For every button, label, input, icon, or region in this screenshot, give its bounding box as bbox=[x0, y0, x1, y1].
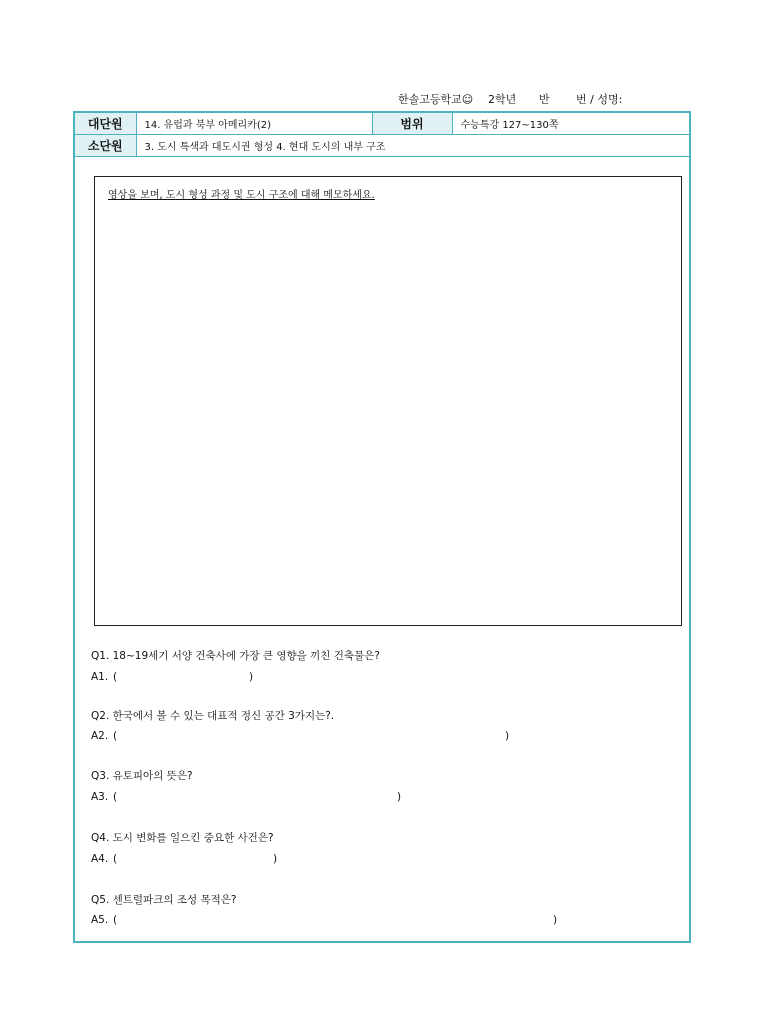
answer-5-label: A5. bbox=[91, 914, 109, 926]
class-label[interactable]: 반 bbox=[539, 93, 550, 106]
unit-info-table bbox=[75, 113, 689, 157]
answer-5-close: ) bbox=[553, 914, 558, 926]
subunit-label: 소단원 bbox=[75, 135, 136, 157]
answer-4-label: A4. bbox=[91, 853, 109, 865]
school-name: 한솔고등학교☺ bbox=[398, 93, 474, 106]
answer-1-close: ) bbox=[249, 671, 254, 683]
answer-1-field[interactable] bbox=[125, 671, 245, 685]
answer-4-field[interactable] bbox=[125, 853, 270, 867]
question-5: Q5. 센트럴파크의 조성 목적은? bbox=[91, 894, 237, 906]
memo-prompt: 영상을 보며, 도시 형성 과정 및 도시 구조에 대해 메모하세요. bbox=[108, 190, 375, 201]
answer-3-label: A3. bbox=[91, 791, 109, 803]
question-1: Q1. 18~19세기 서양 건축사에 가장 큰 영향을 끼친 건축물은? bbox=[91, 650, 380, 662]
answer-1-label: A1. bbox=[91, 671, 109, 683]
answer-2-row bbox=[91, 730, 551, 746]
answer-5-row bbox=[91, 914, 591, 930]
answer-1-open: ( bbox=[113, 671, 118, 683]
answer-5-field[interactable] bbox=[125, 914, 545, 928]
subunit-row bbox=[75, 135, 689, 157]
answer-5-open: ( bbox=[113, 914, 118, 926]
question-2: Q2. 한국에서 볼 수 있는 대표적 정신 공간 3가지는?. bbox=[91, 710, 335, 722]
answer-1-row bbox=[91, 671, 291, 687]
student-info-header bbox=[398, 91, 728, 107]
question-4: Q4. 도시 변화를 일으킨 중요한 사건은? bbox=[91, 832, 274, 844]
unit-value: 14. 유럽과 북부 아메리카(2) bbox=[136, 113, 372, 135]
question-3: Q3. 유토피아의 뜻은? bbox=[91, 770, 193, 782]
answer-3-open: ( bbox=[113, 791, 118, 803]
answer-4-row bbox=[91, 853, 311, 869]
answer-3-field[interactable] bbox=[125, 791, 395, 805]
answer-2-label: A2. bbox=[91, 730, 109, 742]
worksheet bbox=[73, 111, 691, 943]
range-label: 범위 bbox=[372, 113, 452, 135]
grade-label: 2학년 bbox=[488, 93, 517, 106]
unit-row bbox=[75, 113, 689, 135]
answer-2-field[interactable] bbox=[125, 730, 505, 744]
unit-label: 대단원 bbox=[75, 113, 136, 135]
answer-3-row bbox=[91, 791, 431, 807]
answer-2-close: ) bbox=[505, 730, 510, 742]
subunit-value: 3. 도시 특색과 대도시권 형성 4. 현대 도시의 내부 구조 bbox=[136, 135, 689, 157]
answer-2-open: ( bbox=[113, 730, 118, 742]
memo-box[interactable] bbox=[94, 176, 682, 626]
answer-4-close: ) bbox=[273, 853, 278, 865]
range-value: 수능특강 127~130쪽 bbox=[452, 113, 689, 135]
answer-4-open: ( bbox=[113, 853, 118, 865]
number-name-label[interactable]: 번 / 성명: bbox=[576, 93, 623, 106]
answer-3-close: ) bbox=[397, 791, 402, 803]
